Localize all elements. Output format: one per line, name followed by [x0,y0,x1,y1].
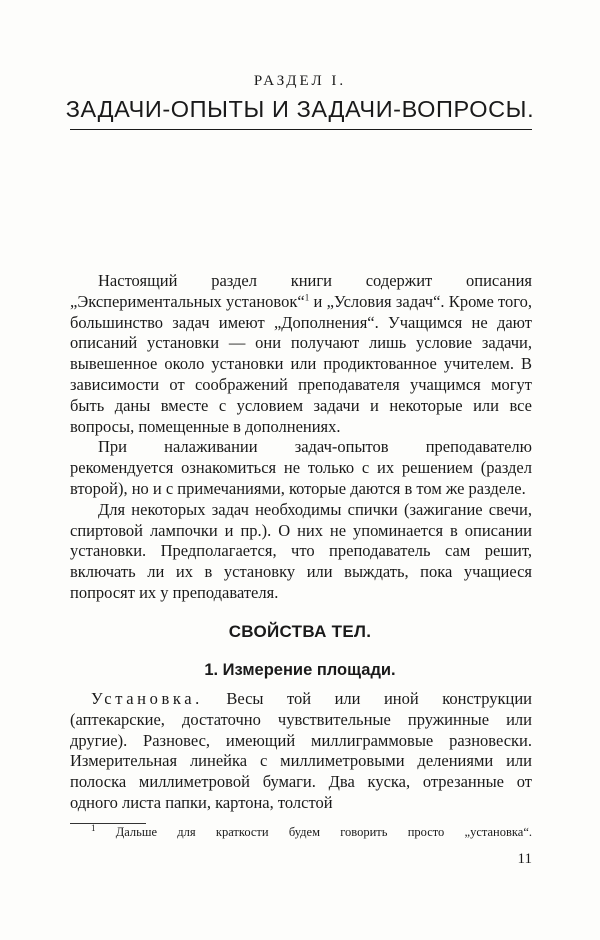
title-rule [70,129,532,130]
intro-paragraph-2: При налаживании задач-опытов преподавателю рекомендуется ознакомиться не только с их решением (раздел второй), но и с примечаниями, которые даются в том же разделе. [70,437,532,498]
setup-body: Весы той или иной конструкции (аптекарские, достаточно чувствительные пружинные или другие). Разновес, имеющий миллиграммовые разновески. Измерительная линейка с миллиметровыми делениями или полоска миллиметровой бумаги. Два куска, отрезанные от одного листа папки, картона, толстой [70,689,532,812]
intro-paragraph-3: Для некоторых задач необходимы спички (зажигание свечи, спиртовой лампочки и пр.). О них не упоминается в описании установки. Предполагается, что преподаватель сам решит, включать ли их в установку или выждать, пока учащиеся попросят их у преподавателя. [70,499,532,602]
intro-paragraph-1 [70,271,532,437]
setup-label: Установка. [91,689,203,708]
chapter-heading: СВОЙСТВА ТЕЛ. [228,622,372,641]
section-title: ЗАДАЧИ-ОПЫТЫ И ЗАДАЧИ-ВОПРОСЫ. [65,96,535,122]
page-number: 11 [517,851,532,867]
footnote-reference: 1 [304,292,310,303]
intro-paragraph-1-end: и „Условия задач“. Кроме того, большинство задач имеют „Дополнения“. Учащимся не дают описаний установки — они получают лишь условие задачи, вывешенное около установки или продиктованное учителем. В зависимости от соображений преподавателя учащимся могут быть даны вместе с условием задачи и некоторые или все вопросы, помещенные в дополнениях. [70,291,533,436]
setup-text [70,689,532,814]
intro-text [70,271,532,604]
footnote [70,824,532,840]
footnote-mark: 1 [91,822,96,833]
problem-title: 1. Измерение площади. [204,661,396,679]
intro-paragraph-1-start: Настоящий раздел книги содержит описания „Экспериментальных установок“ [70,271,532,311]
setup-paragraph [70,689,532,814]
section-label: РАЗДЕЛ I. [253,73,347,89]
footnote-text: Дальше для краткости будем говорить просто „установка“. [95,825,532,839]
